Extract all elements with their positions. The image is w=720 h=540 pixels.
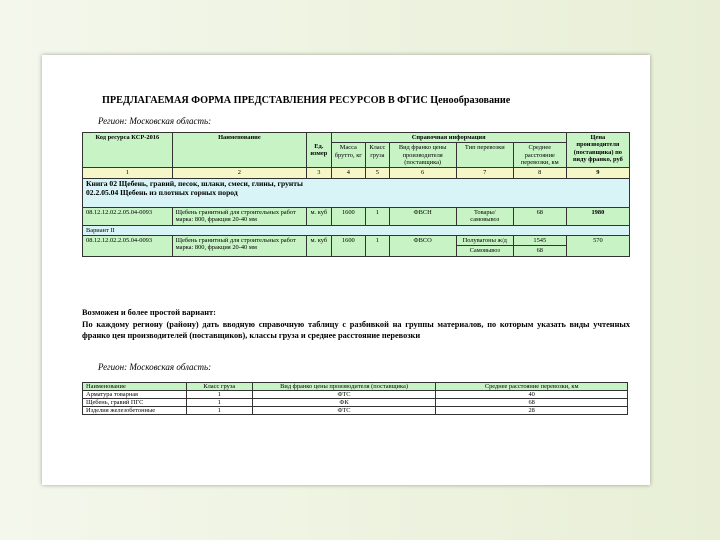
cell-avg-distance: 68 xyxy=(513,207,566,225)
cell-cargo-class: 1 xyxy=(186,407,252,415)
column-number: 5 xyxy=(366,168,389,178)
cell-avg-distance: 68 xyxy=(436,399,628,407)
section-heading xyxy=(83,178,630,207)
cell-name: Щебень, гравий ПГС xyxy=(83,399,187,407)
column-number: 3 xyxy=(307,168,331,178)
paragraph-simple-variant: Возможен и более простой вариант: xyxy=(82,308,216,317)
reference-table xyxy=(82,382,628,415)
cell-mass: 1600 xyxy=(331,235,366,256)
header-price: Цена производителя (поставщика) по виду франко, руб xyxy=(566,133,629,168)
cell-name: Щебень гранитный для строительных работ марка: 800, фракция 20-40 мм xyxy=(172,235,306,256)
cell-price: 1980 xyxy=(566,207,629,225)
table-row xyxy=(83,399,628,407)
cell-transport: Полувагоны ж/д xyxy=(456,235,513,245)
cell-avg-distance: 1545 xyxy=(513,235,566,245)
table-row xyxy=(83,235,630,245)
header-avg-distance: Среднее расстояние перевозки, км xyxy=(436,383,628,391)
section-group: 02.2.05.04 Щебень из плотных горных пород xyxy=(86,187,238,197)
cell-avg-distance: 28 xyxy=(436,407,628,415)
cell-franco: ФТС xyxy=(252,391,436,399)
header-name: Наименование xyxy=(172,133,306,168)
header-franco: Вид франко цены производителя (поставщика) xyxy=(389,143,456,168)
column-number: 1 xyxy=(83,168,173,178)
header-cargo-class: Класс груза xyxy=(366,143,389,168)
table-row xyxy=(83,391,628,399)
header-name: Наименование xyxy=(83,383,187,391)
cell-cargo-class: 1 xyxy=(186,391,252,399)
cell-unit: м. куб xyxy=(307,235,331,256)
cell-unit: м. куб xyxy=(307,207,331,225)
header-code: Код ресурса КСР-2016 xyxy=(83,133,173,168)
cell-cargo-class: 1 xyxy=(366,207,389,225)
document-title: ПРЕДЛАГАЕМАЯ ФОРМА ПРЕДСТАВЛЕНИЯ РЕСУРСОВ В ФГИС Ценообразование xyxy=(102,95,511,106)
section-book: Книга 02 Щебень, гравий, песок, шлаки, смеси, глины, грунты xyxy=(86,178,303,188)
column-number: 6 xyxy=(389,168,456,178)
resources-table xyxy=(82,132,630,257)
region-label: Регион: Московская область: xyxy=(98,362,212,372)
cell-name: Арматура товарная xyxy=(83,391,187,399)
header-avg-distance: Среднее расстояние перевозки, км xyxy=(513,143,566,168)
header-cargo-class: Класс груза xyxy=(186,383,252,391)
header-reference-info: Справочная информация xyxy=(331,133,566,143)
column-numbers-row xyxy=(83,168,630,178)
header-unit: Ед. измер xyxy=(307,133,331,168)
cell-code: 08.12.12.02.2.05.04-0093 xyxy=(83,207,173,225)
cell-franco: ФТС xyxy=(252,407,436,415)
cell-franco: ФВСО xyxy=(389,235,456,256)
cell-avg-distance: 68 xyxy=(513,246,566,256)
header-franco: Вид франко цены производителя (поставщика) xyxy=(252,383,436,391)
table-row xyxy=(83,207,630,225)
header-mass: Масса брутто, кг xyxy=(331,143,366,168)
cell-avg-distance: 40 xyxy=(436,391,628,399)
cell-transport: Самовывоз xyxy=(456,246,513,256)
column-number: 9 xyxy=(566,168,629,178)
cell-name: Изделия железобетонные xyxy=(83,407,187,415)
column-number: 4 xyxy=(331,168,366,178)
cell-name: Щебень гранитный для строительных работ марка: 800, фракция 20-40 мм xyxy=(172,207,306,225)
cell-transport: Товары/ самовывоз xyxy=(456,207,513,225)
cell-franco: ФК xyxy=(252,399,436,407)
cell-mass: 1600 xyxy=(331,207,366,225)
header-transport: Тип перевозки xyxy=(456,143,513,168)
column-number: 2 xyxy=(172,168,306,178)
cell-code: 08.12.12.02.2.05.04-0093 xyxy=(83,235,173,256)
variant-label: Вариант II xyxy=(83,225,630,235)
table-row xyxy=(83,407,628,415)
region-label: Регион: Московская область: xyxy=(98,116,212,126)
cell-cargo-class: 1 xyxy=(186,399,252,407)
cell-cargo-class: 1 xyxy=(366,235,389,256)
column-number: 8 xyxy=(513,168,566,178)
column-number: 7 xyxy=(456,168,513,178)
paragraph-description: По каждому региону (району) дать вводную справочную таблицу с разбивкой на группы материалов, по которым указать виды учтенных франко цен производителей (поставщиков), классы груза и среднее расстояние перевозки xyxy=(82,320,630,341)
cell-franco: ФВСН xyxy=(389,207,456,225)
table-header-row xyxy=(83,383,628,391)
cell-price: 570 xyxy=(566,235,629,256)
